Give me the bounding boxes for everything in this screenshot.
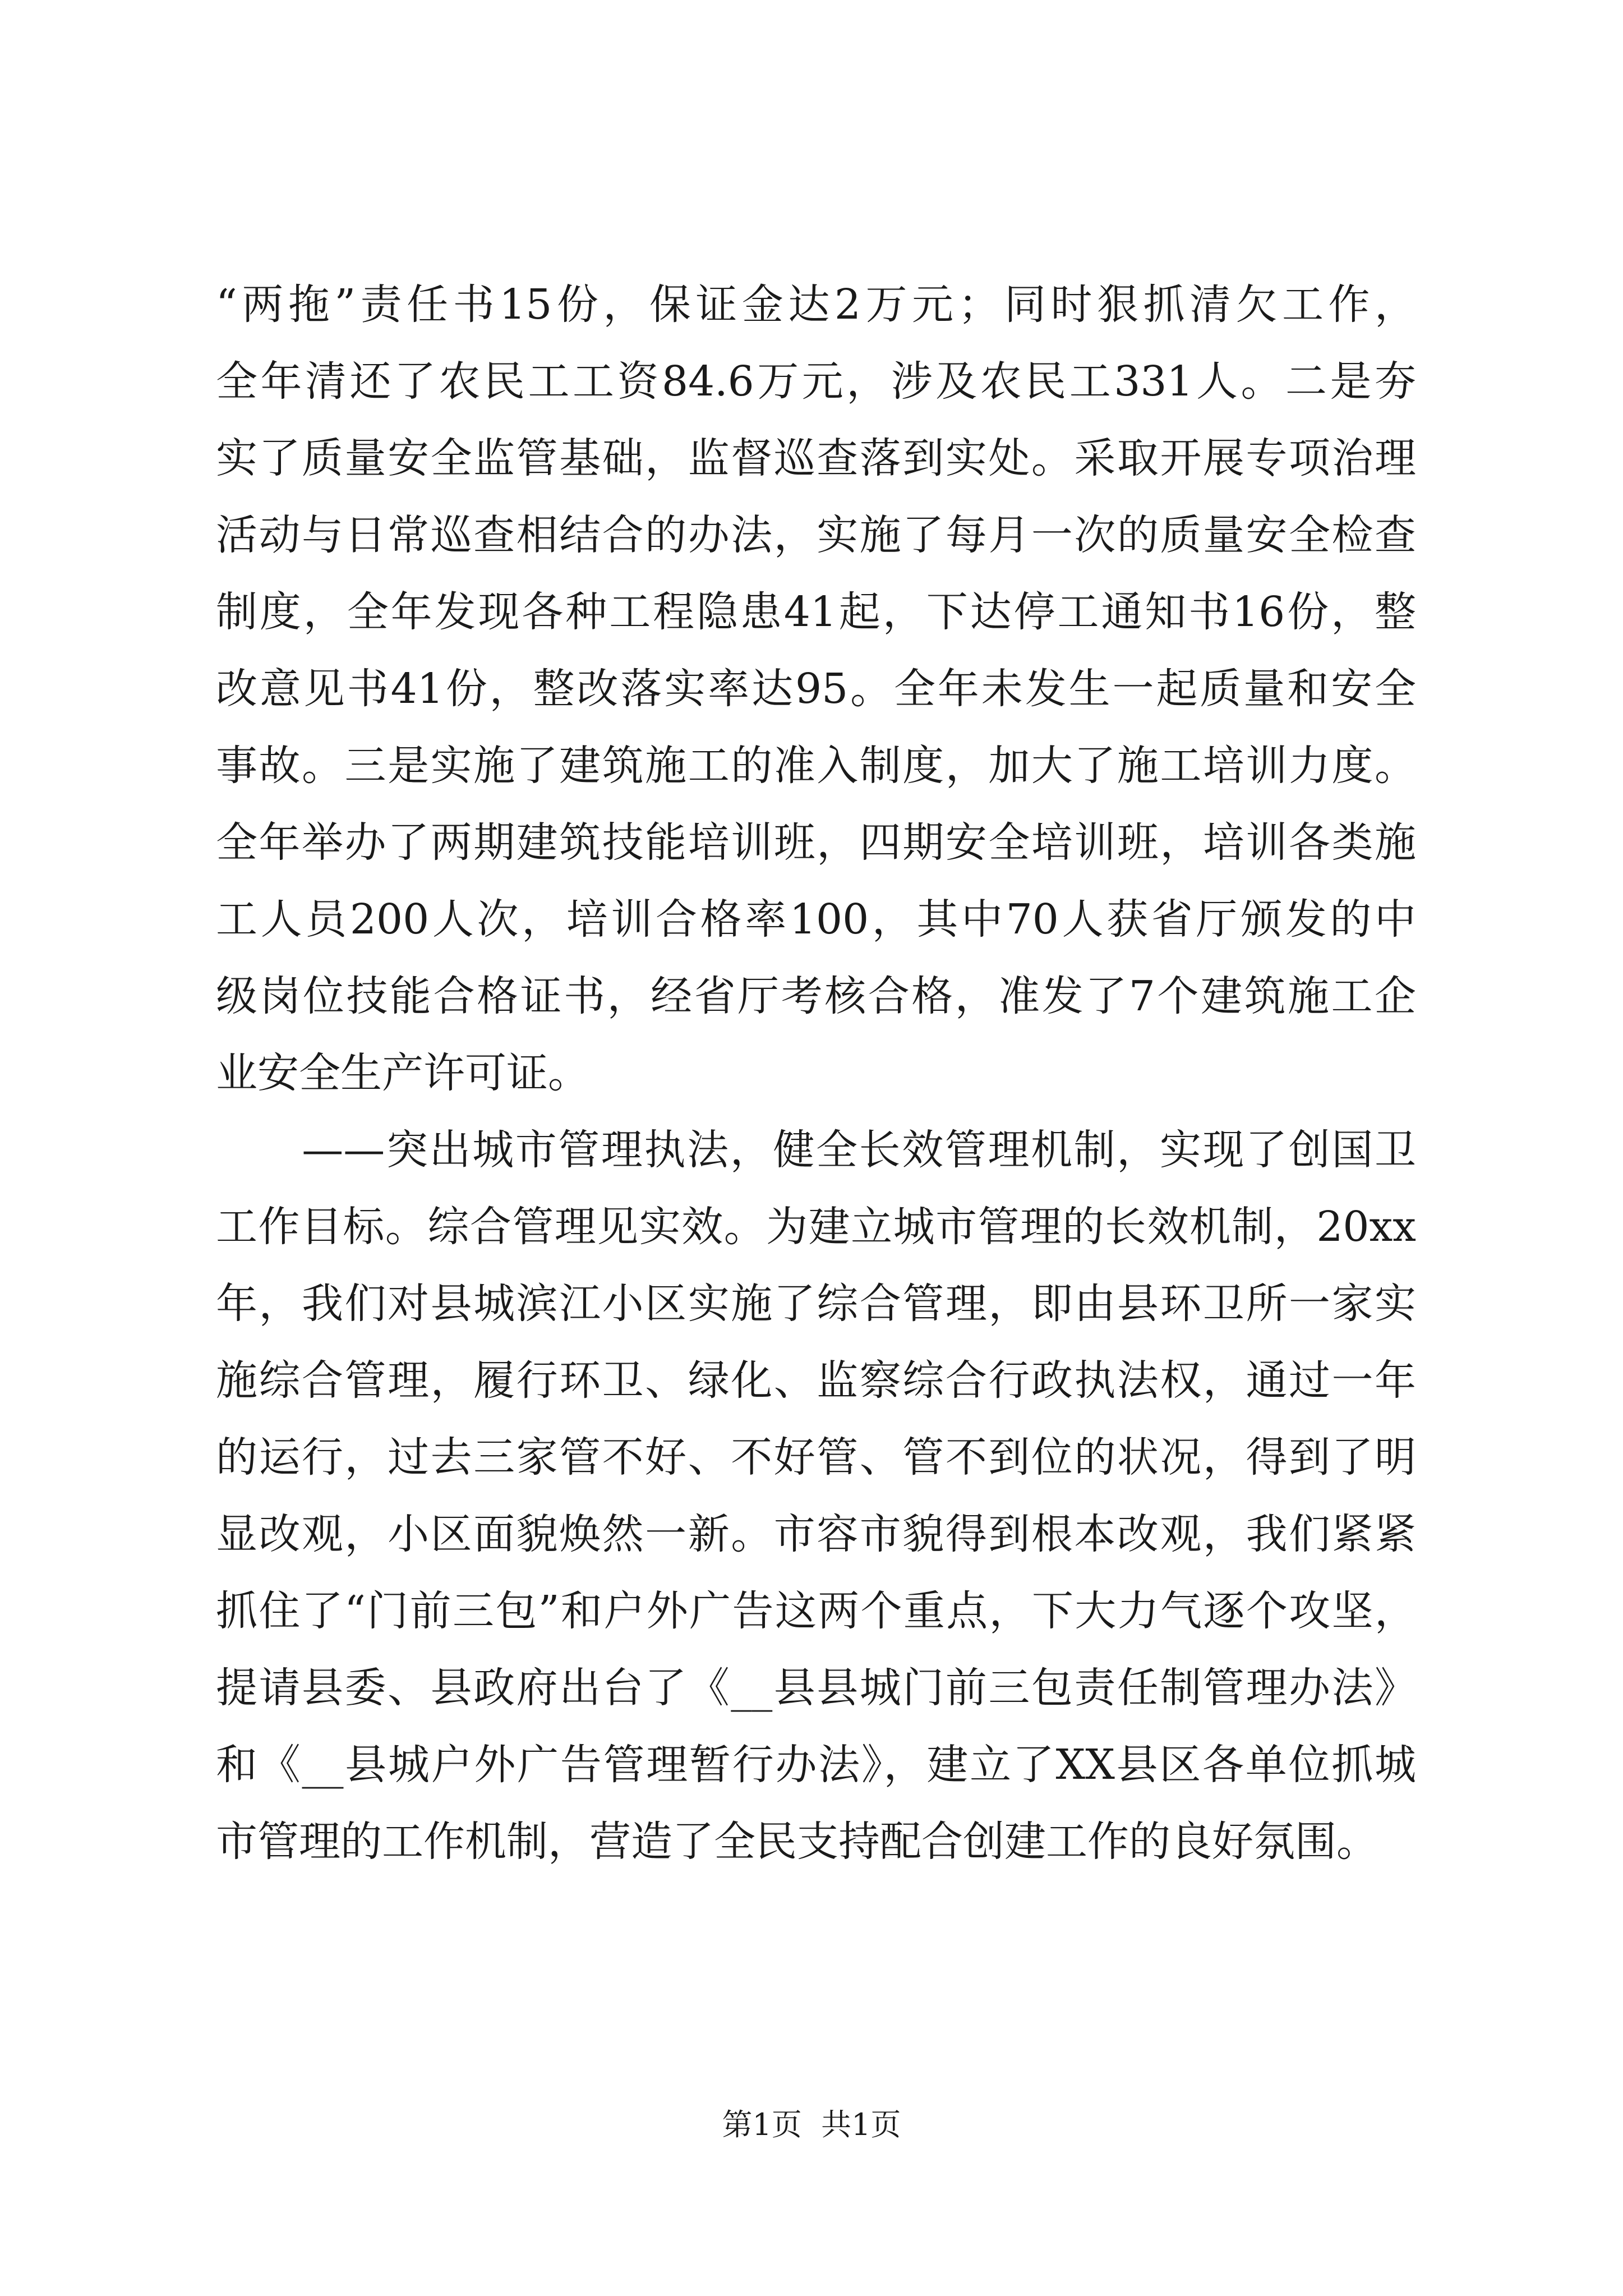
paragraph-1 [216,266,1416,1112]
body-text [216,266,1416,1880]
text-line: 施综合管理，履行环卫、绿化、监察综合行政执法权，通过一年 [216,1356,1416,1405]
text-line: 制度，全年发现各种工程隐患41起，下达停工通知书16份，整 [216,588,1416,636]
text-line: 市管理的工作机制，营造了全民支持配合创建工作的良好氛围。 [216,1818,1378,1866]
text-line: 和《__县城户外广告管理暂行办法》，建立了XX县区各单位抓城 [216,1741,1416,1789]
text-line: 工人员200人次，培训合格率100，其中70人获省厅颁发的中 [216,895,1416,944]
text-line: 业安全生产许可证。 [216,1049,589,1097]
text-line: ——突出城市管理执法，健全长效管理机制，实现了创国卫 [216,1126,1416,1174]
text-line: 改意见书41份，整改落实率达95。全年未发生一起质量和安全 [216,665,1416,713]
text-line: 的运行，过去三家管不好、不好管、管不到位的状况，得到了明 [216,1433,1416,1481]
text-line: 级岗位技能合格证书，经省厅考核合格，准发了7个建筑施工企 [216,972,1416,1020]
text-line: 事故。三是实施了建筑施工的准入制度，加大了施工培训力度。 [216,742,1416,790]
text-line: 活动与日常巡查相结合的办法，实施了每月一次的质量安全检查 [216,511,1416,559]
paragraph-2 [216,1112,1416,1880]
text-line: 实了质量安全监管基础，监督巡查落到实处。采取开展专项治理 [216,434,1416,482]
text-line: 抓住了“门前三包”和户外广告这两个重点，下大力气逐个攻坚， [216,1587,1416,1635]
text-line: 全年清还了农民工工资84.6万元，涉及农民工331人。二是夯 [216,357,1416,406]
page-number-footer: 第1页 共1页 [722,2107,901,2142]
text-line: 显改观，小区面貌焕然一新。市容市貌得到根本改观，我们紧紧 [216,1510,1416,1558]
text-line: 年，我们对县城滨江小区实施了综合管理，即由县环卫所一家实 [216,1280,1416,1328]
text-line: “两拖”责任书15份，保证金达2万元；同时狠抓清欠工作， [216,280,1416,329]
text-line: 全年举办了两期建筑技能培训班，四期安全培训班，培训各类施 [216,818,1416,867]
text-line: 工作目标。综合管理见实效。为建立城市管理的长效机制，20xx [216,1203,1416,1251]
text-line: 提请县委、县政府出台了《__县县城门前三包责任制管理办法》 [216,1664,1416,1712]
